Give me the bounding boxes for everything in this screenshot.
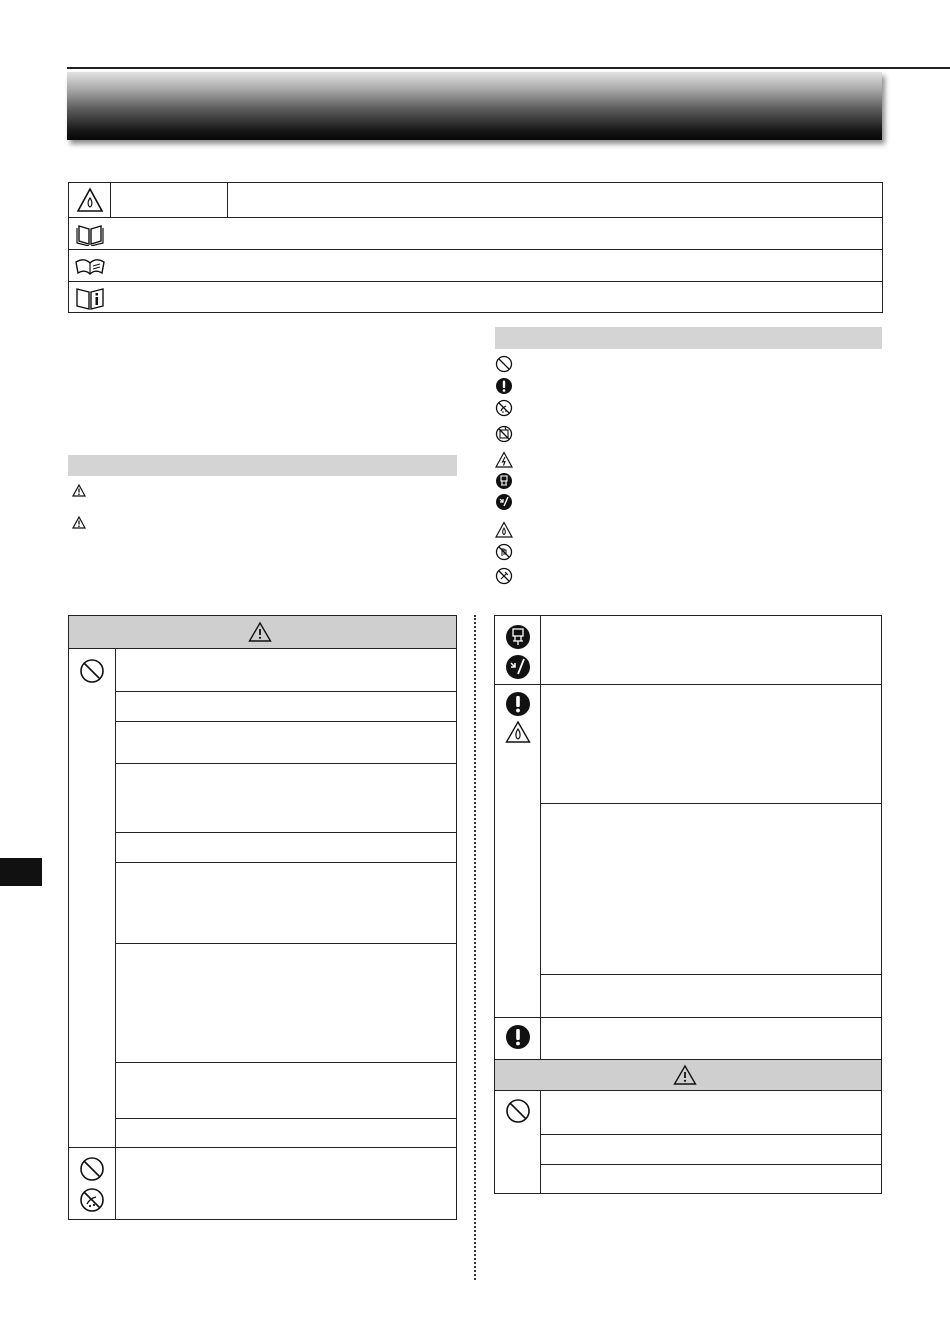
mandatory-icon <box>495 377 513 395</box>
warning-flame-icon <box>69 183 111 217</box>
caution-triangle-icon <box>673 1064 697 1086</box>
ground-connect-icon <box>495 493 513 511</box>
prohibited-icon <box>79 1156 105 1182</box>
mandatory-icon <box>505 1024 531 1050</box>
mark-item <box>495 543 521 561</box>
prohibited-icon <box>79 658 105 684</box>
mark-item <box>495 493 521 511</box>
warning-table-header <box>69 616 456 649</box>
mark-item <box>495 425 521 443</box>
electric-shock-icon <box>495 451 513 469</box>
warning-table-right <box>494 615 882 1060</box>
prohibited-icon <box>505 1098 531 1124</box>
mandatory-icon <box>505 691 531 717</box>
prohibited-icon <box>495 355 513 373</box>
no-wet-hands-icon <box>495 399 513 417</box>
side-tab-label <box>0 864 8 879</box>
warning-triangle-icon <box>72 484 86 502</box>
no-touch-icon <box>495 543 513 561</box>
symbol-row <box>69 183 882 218</box>
warning-triangle-icon <box>248 621 272 643</box>
symbol-row <box>69 282 882 314</box>
open-manual-icon <box>69 250 111 281</box>
manual-book-icon <box>69 218 111 249</box>
warning-table-left <box>68 615 457 1220</box>
marks-heading <box>495 327 882 349</box>
no-disassembly-icon <box>495 567 513 585</box>
symbol-table <box>68 182 883 313</box>
top-rule <box>67 67 950 69</box>
symbol-row <box>69 250 882 282</box>
section-banner <box>67 72 882 140</box>
mark-item <box>495 521 521 539</box>
flammable-icon <box>495 521 513 539</box>
mark-item <box>495 451 521 469</box>
left-section-heading <box>68 455 457 476</box>
caution-triangle-icon <box>72 516 86 534</box>
mark-item <box>495 472 521 490</box>
mark-item <box>495 399 521 417</box>
caution-table <box>494 1059 882 1194</box>
symbol-label <box>111 183 228 217</box>
info-manual-icon <box>69 282 111 314</box>
caution-table-header <box>495 1060 881 1091</box>
mark-item <box>495 355 521 373</box>
side-tab <box>0 858 42 886</box>
symbol-row <box>69 218 882 250</box>
ground-connect-icon <box>505 654 531 680</box>
ground-plug-icon <box>495 472 513 490</box>
no-water-icon <box>495 425 513 443</box>
ground-plug-icon <box>505 624 531 650</box>
flammable-icon <box>505 720 531 744</box>
column-separator <box>474 615 476 1280</box>
no-wet-hands-icon <box>79 1187 105 1213</box>
mark-item <box>495 377 521 395</box>
mark-item <box>495 567 521 585</box>
